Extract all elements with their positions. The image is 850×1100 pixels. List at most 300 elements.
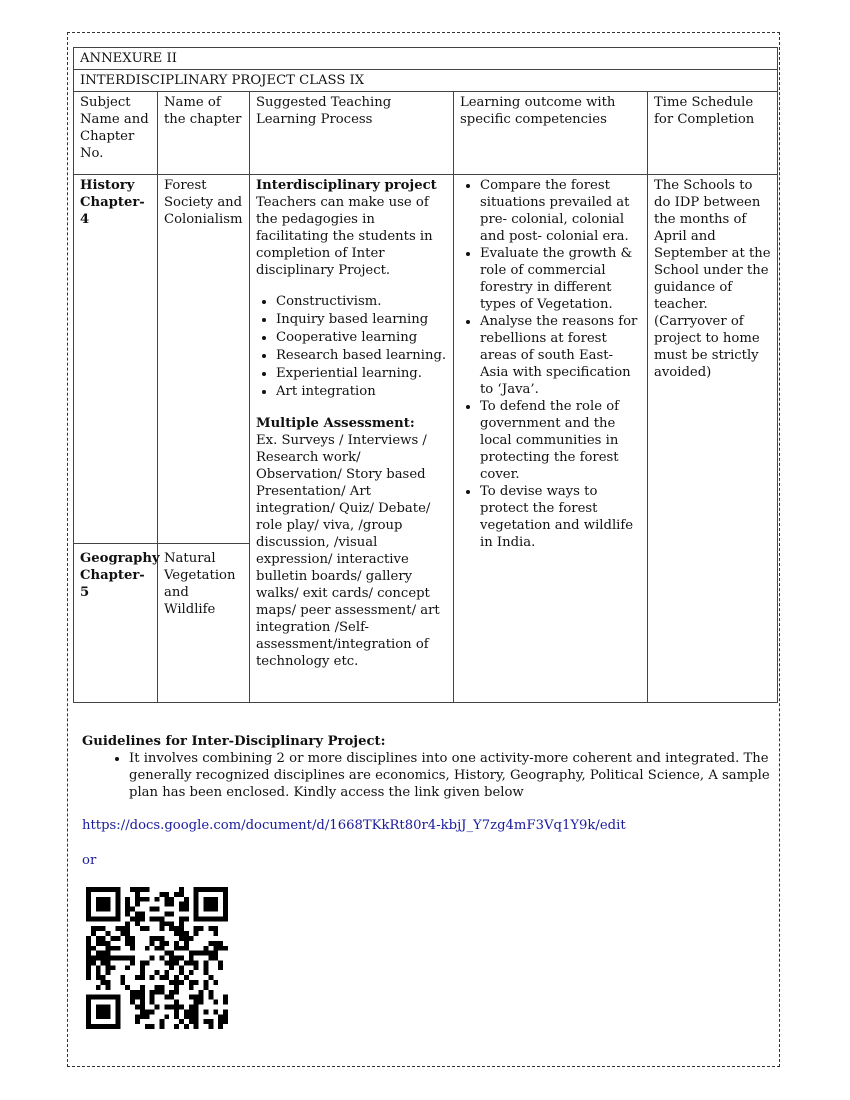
qr-module xyxy=(86,936,91,941)
qr-module xyxy=(96,951,101,956)
qr-module xyxy=(135,897,140,902)
qr-module xyxy=(223,1014,228,1019)
qr-module xyxy=(204,951,209,956)
qr-module xyxy=(135,1019,140,1024)
qr-module xyxy=(101,951,106,956)
qr-module xyxy=(106,960,111,965)
qr-module xyxy=(86,941,91,946)
qr-module xyxy=(96,965,101,970)
qr-module xyxy=(91,1024,96,1029)
qr-module xyxy=(140,911,145,916)
qr-module xyxy=(169,897,174,902)
qr-module xyxy=(140,960,145,965)
list-item: • It involves combining 2 or more disciplines into one activity-more coherent and integrated. The generally recognized disciplines are economics, History, Geography, Political Science, A sample plan has been enclosed. Kindly access the link given below xyxy=(129,750,772,801)
qr-module xyxy=(91,946,96,951)
qr-module xyxy=(86,1024,91,1029)
qr-module xyxy=(208,990,213,995)
qr-module xyxy=(135,887,140,892)
qr-module xyxy=(140,985,145,990)
qr-module xyxy=(174,956,179,961)
qr-module xyxy=(213,941,218,946)
qr-module xyxy=(101,1005,106,1010)
qr-module xyxy=(204,902,209,907)
qr-module xyxy=(189,1005,194,1010)
qr-module xyxy=(213,956,218,961)
qr-module xyxy=(184,897,189,902)
qr-module xyxy=(169,902,174,907)
qr-module xyxy=(110,995,115,1000)
qr-module xyxy=(120,926,125,931)
list-item: • Constructivism. xyxy=(276,293,447,310)
qr-module xyxy=(223,902,228,907)
qr-module xyxy=(106,1014,111,1019)
qr-module xyxy=(199,951,204,956)
qr-module xyxy=(115,956,120,961)
qr-module xyxy=(135,911,140,916)
qr-module xyxy=(120,980,125,985)
qr-module xyxy=(218,946,223,951)
qr-module xyxy=(204,980,209,985)
qr-module xyxy=(106,902,111,907)
header-chapter: Name of the chapter xyxy=(158,92,250,175)
qr-module xyxy=(199,995,204,1000)
qr-module xyxy=(115,946,120,951)
schedule-cell: The Schools to do IDP between the months of April and September at the School under the guidance of teacher. (Carryover of project to home must be strictly avoided) xyxy=(648,175,778,703)
qr-module xyxy=(145,960,150,965)
qr-module xyxy=(194,1000,199,1005)
qr-module xyxy=(91,956,96,961)
project-table xyxy=(73,47,778,703)
qr-module xyxy=(189,980,194,985)
qr-module xyxy=(208,1024,213,1029)
qr-module xyxy=(96,907,101,912)
qr-module xyxy=(213,887,218,892)
qr-module xyxy=(179,970,184,975)
qr-module xyxy=(96,1009,101,1014)
qr-module xyxy=(140,965,145,970)
list-item: • To defend the role of government and the local communities in protecting the forest cover. xyxy=(480,398,641,483)
qr-module xyxy=(135,990,140,995)
qr-module xyxy=(155,946,160,951)
qr-module xyxy=(213,1009,218,1014)
qr-module xyxy=(110,946,115,951)
qr-module xyxy=(150,1009,155,1014)
qr-module xyxy=(115,1019,120,1024)
qr-module xyxy=(125,941,130,946)
qr-module xyxy=(184,907,189,912)
qr-module xyxy=(179,887,184,892)
chapter-history: Forest Society and Colonialism xyxy=(158,175,249,544)
qr-module xyxy=(184,975,189,980)
guidelines-heading: Guidelines for Inter-Disciplinary Project: xyxy=(82,734,386,749)
qr-module xyxy=(106,1005,111,1010)
qr-module xyxy=(125,921,130,926)
qr-module xyxy=(169,926,174,931)
pedagogy-list xyxy=(256,293,447,400)
qr-module xyxy=(125,931,130,936)
process-cell xyxy=(250,175,454,703)
qr-module xyxy=(106,931,111,936)
qr-module xyxy=(140,995,145,1000)
qr-module xyxy=(150,956,155,961)
qr-module xyxy=(110,887,115,892)
qr-module xyxy=(204,897,209,902)
qr-module xyxy=(150,990,155,995)
qr-module xyxy=(145,926,150,931)
qr-module xyxy=(179,902,184,907)
qr-module xyxy=(96,956,101,961)
qr-module xyxy=(223,897,228,902)
qr-module xyxy=(101,995,106,1000)
qr-module xyxy=(135,902,140,907)
qr-module xyxy=(184,1014,189,1019)
qr-module xyxy=(184,960,189,965)
qr-module xyxy=(125,936,130,941)
qr-module xyxy=(96,995,101,1000)
qr-module xyxy=(199,1000,204,1005)
list-item: • Analyse the reasons for rebellions at forest areas of south East-Asia with specification to ‘Java’. xyxy=(480,313,641,398)
list-item: • Experiential learning. xyxy=(276,365,447,382)
qr-module xyxy=(96,902,101,907)
qr-module xyxy=(106,1009,111,1014)
qr-module xyxy=(169,965,174,970)
sample-plan-link[interactable]: https://docs.google.com/document/d/1668TKkRt80r4-kbjJ_Y7zg4mF3Vq1Y9k/edit xyxy=(82,818,626,833)
qr-module xyxy=(169,1005,174,1010)
qr-module xyxy=(179,926,184,931)
qr-module xyxy=(159,1024,164,1029)
qr-module xyxy=(164,970,169,975)
qr-module xyxy=(223,995,228,1000)
list-item: • Art integration xyxy=(276,383,447,400)
qr-module xyxy=(159,956,164,961)
qr-module xyxy=(223,1009,228,1014)
qr-module xyxy=(130,907,135,912)
qr-module xyxy=(86,1000,91,1005)
qr-module xyxy=(110,936,115,941)
qr-module xyxy=(115,936,120,941)
qr-module xyxy=(204,970,209,975)
qr-module xyxy=(213,946,218,951)
qr-module xyxy=(208,951,213,956)
qr-module xyxy=(101,936,106,941)
qr-module xyxy=(164,951,169,956)
qr-module xyxy=(218,960,223,965)
qr-module xyxy=(130,946,135,951)
qr-module xyxy=(174,931,179,936)
qr-module xyxy=(96,916,101,921)
qr-module xyxy=(218,916,223,921)
qr-module xyxy=(223,907,228,912)
qr-module xyxy=(223,1000,228,1005)
qr-module xyxy=(115,902,120,907)
qr-module xyxy=(120,975,125,980)
qr-module xyxy=(164,995,169,1000)
qr-module xyxy=(194,1009,199,1014)
chapter-cell xyxy=(158,175,250,703)
qr-module xyxy=(164,911,169,916)
qr-module xyxy=(130,956,135,961)
qr-module xyxy=(179,956,184,961)
qr-module xyxy=(184,902,189,907)
qr-module xyxy=(204,960,209,965)
qr-module xyxy=(96,975,101,980)
qr-module xyxy=(194,980,199,985)
qr-module xyxy=(145,1009,150,1014)
qr-module xyxy=(169,956,174,961)
qr-module xyxy=(159,926,164,931)
qr-module xyxy=(115,911,120,916)
qr-module xyxy=(179,921,184,926)
qr-module xyxy=(155,970,160,975)
qr-module xyxy=(140,970,145,975)
qr-module xyxy=(91,887,96,892)
qr-module xyxy=(150,1024,155,1029)
qr-module xyxy=(169,960,174,965)
qr-module xyxy=(208,897,213,902)
qr-module xyxy=(145,1014,150,1019)
qr-module xyxy=(150,1000,155,1005)
qr-module xyxy=(194,1014,199,1019)
qr-module xyxy=(91,931,96,936)
qr-module xyxy=(174,990,179,995)
process-heading: Interdisciplinary project xyxy=(256,178,437,193)
qr-module xyxy=(184,1009,189,1014)
qr-module xyxy=(194,916,199,921)
qr-module xyxy=(208,907,213,912)
qr-module xyxy=(86,965,91,970)
qr-module xyxy=(86,946,91,951)
qr-module xyxy=(218,1024,223,1029)
qr-module xyxy=(106,956,111,961)
qr-module xyxy=(194,995,199,1000)
qr-module xyxy=(86,1005,91,1010)
qr-module xyxy=(208,887,213,892)
list-item: • Evaluate the growth & role of commercial forestry in different types of Vegetation. xyxy=(480,245,641,313)
qr-module xyxy=(115,1009,120,1014)
qr-module xyxy=(145,887,150,892)
qr-module xyxy=(125,911,130,916)
qr-module xyxy=(140,1000,145,1005)
qr-module xyxy=(204,946,209,951)
qr-module xyxy=(174,980,179,985)
qr-module xyxy=(86,1019,91,1024)
qr-module xyxy=(223,946,228,951)
qr-module xyxy=(110,965,115,970)
subject-cell xyxy=(74,175,158,703)
qr-module xyxy=(189,1019,194,1024)
qr-module xyxy=(174,946,179,951)
qr-module xyxy=(194,897,199,902)
qr-module xyxy=(204,916,209,921)
qr-module xyxy=(106,907,111,912)
qr-module xyxy=(174,1005,179,1010)
qr-module xyxy=(179,907,184,912)
qr-module xyxy=(150,907,155,912)
qr-module xyxy=(169,921,174,926)
qr-module xyxy=(179,980,184,985)
qr-module xyxy=(184,946,189,951)
qr-module xyxy=(169,990,174,995)
qr-module xyxy=(140,1005,145,1010)
qr-module xyxy=(86,1009,91,1014)
qr-module xyxy=(174,892,179,897)
process-intro: Teachers can make use of the pedagogies in facilitating the students in completion of Inter disciplinary Project. xyxy=(256,195,433,278)
subject-geography: Geography Chapter-5 xyxy=(80,551,160,600)
qr-module xyxy=(106,995,111,1000)
qr-module xyxy=(115,897,120,902)
qr-module xyxy=(150,975,155,980)
qr-module xyxy=(174,975,179,980)
qr-module xyxy=(115,892,120,897)
qr-module xyxy=(218,1019,223,1024)
qr-module xyxy=(155,897,160,902)
qr-module xyxy=(213,916,218,921)
qr-module xyxy=(204,887,209,892)
qr-module xyxy=(159,975,164,980)
qr-module xyxy=(184,916,189,921)
qr-module xyxy=(86,975,91,980)
guidelines-section xyxy=(82,733,772,801)
qr-module xyxy=(125,902,130,907)
table-title: INTERDISCIPLINARY PROJECT CLASS IX xyxy=(74,70,778,92)
qr-module xyxy=(130,1000,135,1005)
qr-module xyxy=(164,960,169,965)
qr-module xyxy=(86,892,91,897)
qr-module xyxy=(189,1009,194,1014)
qr-module xyxy=(155,1005,160,1010)
qr-module xyxy=(96,1014,101,1019)
qr-module xyxy=(174,941,179,946)
qr-module xyxy=(135,1005,140,1010)
qr-module xyxy=(101,975,106,980)
qr-module xyxy=(213,897,218,902)
qr-module xyxy=(159,941,164,946)
qr-module xyxy=(179,931,184,936)
qr-module xyxy=(213,931,218,936)
qr-module xyxy=(159,946,164,951)
qr-module xyxy=(179,965,184,970)
qr-module xyxy=(164,921,169,926)
qr-module xyxy=(106,965,111,970)
qr-module xyxy=(169,995,174,1000)
qr-module xyxy=(125,897,130,902)
qr-module xyxy=(155,936,160,941)
qr-module xyxy=(86,1014,91,1019)
qr-module xyxy=(120,931,125,936)
qr-module xyxy=(194,960,199,965)
subject-history: History Chapter-4 xyxy=(74,175,157,544)
qr-module xyxy=(86,956,91,961)
qr-module xyxy=(223,892,228,897)
qr-module xyxy=(189,995,194,1000)
header-outcome: Learning outcome with specific competencies xyxy=(454,92,648,175)
qr-module xyxy=(125,926,130,931)
qr-module xyxy=(155,990,160,995)
qr-module xyxy=(101,897,106,902)
qr-module xyxy=(135,995,140,1000)
qr-module xyxy=(204,1009,209,1014)
qr-module xyxy=(174,926,179,931)
qr-module xyxy=(96,985,101,990)
qr-module xyxy=(101,887,106,892)
qr-module xyxy=(96,887,101,892)
header-process: Suggested Teaching Learning Process xyxy=(250,92,454,175)
qr-module xyxy=(184,936,189,941)
qr-module xyxy=(106,887,111,892)
qr-module xyxy=(179,1019,184,1024)
qr-module xyxy=(140,975,145,980)
qr-module xyxy=(96,1005,101,1010)
qr-module xyxy=(135,1014,140,1019)
qr-module xyxy=(86,897,91,902)
qr-module xyxy=(174,1009,179,1014)
header-subject: Subject Name and Chapter No. xyxy=(74,92,158,175)
qr-module xyxy=(189,956,194,961)
qr-module xyxy=(213,951,218,956)
qr-module xyxy=(179,946,184,951)
qr-module xyxy=(91,916,96,921)
qr-module xyxy=(208,941,213,946)
qr-module xyxy=(179,1005,184,1010)
qr-module xyxy=(101,907,106,912)
chapter-geography: Natural Vegetation and Wildlife xyxy=(164,551,236,617)
qr-module xyxy=(199,926,204,931)
qr-module xyxy=(204,985,209,990)
qr-module xyxy=(115,995,120,1000)
list-item: • Cooperative learning xyxy=(276,329,447,346)
qr-module xyxy=(213,980,218,985)
qr-module xyxy=(145,897,150,902)
qr-module xyxy=(86,887,91,892)
qr-module xyxy=(164,892,169,897)
qr-module xyxy=(189,951,194,956)
qr-module xyxy=(223,911,228,916)
qr-module xyxy=(194,1019,199,1024)
qr-module xyxy=(96,936,101,941)
qr-module xyxy=(125,956,130,961)
qr-module xyxy=(179,916,184,921)
qr-module xyxy=(164,902,169,907)
qr-module xyxy=(204,1019,209,1024)
qr-module xyxy=(164,1005,169,1010)
qr-module xyxy=(86,916,91,921)
qr-module xyxy=(101,902,106,907)
qr-module xyxy=(140,916,145,921)
qr-module xyxy=(189,960,194,965)
qr-module xyxy=(106,985,111,990)
qr-module xyxy=(174,960,179,965)
qr-code-icon[interactable] xyxy=(86,887,228,1029)
qr-module xyxy=(130,936,135,941)
qr-module xyxy=(106,946,111,951)
qr-module xyxy=(110,956,115,961)
qr-module xyxy=(218,941,223,946)
qr-module xyxy=(189,936,194,941)
qr-module xyxy=(140,1014,145,1019)
qr-module xyxy=(164,941,169,946)
qr-module xyxy=(194,965,199,970)
qr-module xyxy=(159,985,164,990)
annexure-heading: ANNEXURE II xyxy=(74,48,778,70)
qr-module xyxy=(140,926,145,931)
qr-module xyxy=(189,1014,194,1019)
qr-module xyxy=(135,975,140,980)
qr-module xyxy=(213,902,218,907)
qr-module xyxy=(159,916,164,921)
qr-module xyxy=(194,926,199,931)
outcome-list xyxy=(460,177,641,551)
qr-module xyxy=(115,907,120,912)
